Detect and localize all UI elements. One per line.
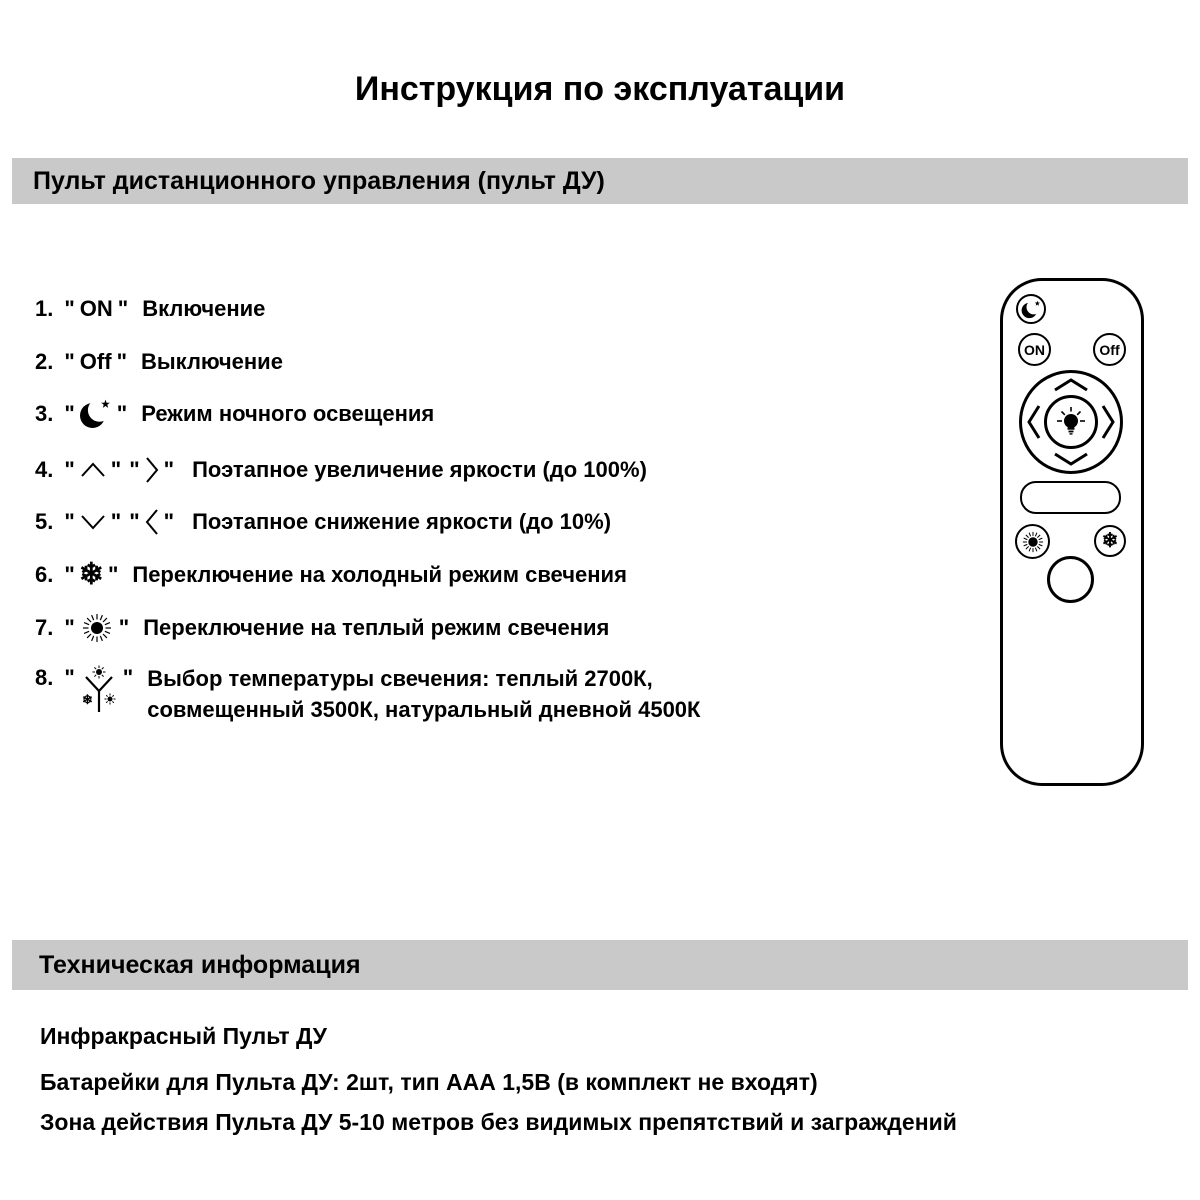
quote-mark: "	[64, 615, 75, 640]
quote-mark: "	[64, 665, 75, 690]
quote-mark: "	[129, 457, 140, 482]
item-number: 2.	[35, 349, 54, 374]
list-item-warm-mode	[35, 610, 609, 646]
item-number: 4.	[35, 457, 54, 482]
chevron-left-icon	[144, 507, 160, 537]
quote-mark: "	[122, 665, 134, 690]
section-header-remote: Пульт дистанционного управления (пульт ДУ)	[12, 158, 1188, 204]
quote-mark: "	[116, 401, 128, 426]
section-header-tech: Техническая информация	[12, 940, 1188, 990]
tech-info-line: Инфракрасный Пульт ДУ	[40, 1023, 327, 1049]
snowflake-icon: ❄	[1101, 530, 1119, 552]
list-item-brightness-up	[35, 455, 647, 485]
list-item-off	[35, 347, 283, 377]
list-item-night-mode	[35, 396, 434, 432]
item-text-block	[147, 663, 700, 725]
chevron-down-icon	[79, 513, 107, 531]
chevron-right-icon	[144, 455, 160, 485]
quote-mark: "	[129, 509, 140, 534]
off-button-label: Off	[79, 349, 112, 374]
item-text-line2: совмещенный 3500К, натуральный дневной 4500К	[147, 697, 701, 722]
quote-mark: "	[64, 509, 75, 534]
quote-mark: "	[110, 457, 122, 482]
remote-warm-button	[1015, 524, 1050, 559]
item-text: Выключение	[141, 349, 283, 374]
remote-extra-button	[1047, 556, 1094, 603]
list-item-cold-mode	[35, 558, 627, 592]
bulb-icon	[1054, 405, 1088, 439]
remote-off-label: Off	[1099, 341, 1120, 358]
item-text-line1: Выбор температуры свечения: теплый 2700К,	[147, 666, 653, 691]
mini-snowflake-icon: ❄	[81, 692, 93, 707]
chevron-left-icon	[1027, 404, 1041, 445]
item-text: Поэтапное снижение яркости (до 10%)	[192, 509, 612, 534]
tech-info-line: Батарейки для Пульта ДУ: 2шт, тип ААА 1,5В (в комплект не входят)	[40, 1069, 818, 1095]
item-number: 3.	[35, 401, 54, 426]
chevron-down-icon	[1053, 452, 1089, 471]
quote-mark: "	[163, 457, 175, 482]
item-number: 8.	[35, 665, 54, 690]
remote-control-illustration	[1000, 278, 1144, 786]
quote-mark: "	[64, 562, 75, 587]
remote-cold-button	[1094, 525, 1126, 557]
remote-on-button	[1018, 333, 1051, 366]
remote-off-button	[1093, 333, 1126, 366]
quote-mark: "	[117, 296, 129, 321]
item-number: 6.	[35, 562, 54, 587]
item-text: Поэтапное увеличение яркости (до 100%)	[192, 457, 647, 482]
quote-mark: "	[64, 296, 75, 321]
tech-info-line: Зона действия Пульта ДУ 5-10 метров без видимых препятствий и заграждений	[40, 1109, 957, 1135]
chevron-up-icon	[79, 461, 107, 479]
on-button-label: ON	[79, 296, 113, 321]
list-item-brightness-down	[35, 507, 611, 537]
quote-mark: "	[163, 509, 175, 534]
page-title: Инструкция по эксплуатации	[354, 70, 846, 108]
item-number: 7.	[35, 615, 54, 640]
quote-mark: "	[64, 349, 75, 374]
warm-mode-icon	[79, 610, 115, 646]
chevron-right-icon	[1101, 404, 1115, 445]
quote-mark: "	[118, 615, 130, 640]
remote-dpad	[1019, 370, 1123, 474]
remote-light-button	[1044, 395, 1098, 449]
color-temp-icon	[79, 665, 119, 713]
quote-mark: "	[116, 349, 127, 374]
item-text: Включение	[142, 296, 266, 321]
quote-mark: "	[64, 401, 75, 426]
item-number: 1.	[35, 296, 54, 321]
list-item-on	[35, 294, 265, 324]
list-item-color-temp	[35, 663, 700, 725]
quote-mark: "	[64, 457, 75, 482]
remote-night-mode-button	[1016, 294, 1046, 324]
item-number: 5.	[35, 509, 54, 534]
quote-mark: "	[107, 562, 119, 587]
night-mode-icon	[1021, 299, 1042, 320]
remote-pill-button	[1020, 481, 1121, 514]
quote-mark: "	[110, 509, 122, 534]
item-text: Режим ночного освещения	[141, 401, 435, 426]
remote-on-label: ON	[1024, 341, 1045, 358]
snowflake-icon: ❄	[78, 558, 104, 591]
night-mode-icon	[79, 397, 113, 431]
warm-mode-icon	[1020, 529, 1046, 555]
item-text: Переключение на холодный режим свечения	[132, 562, 627, 587]
item-text: Переключение на теплый режим свечения	[143, 615, 610, 640]
